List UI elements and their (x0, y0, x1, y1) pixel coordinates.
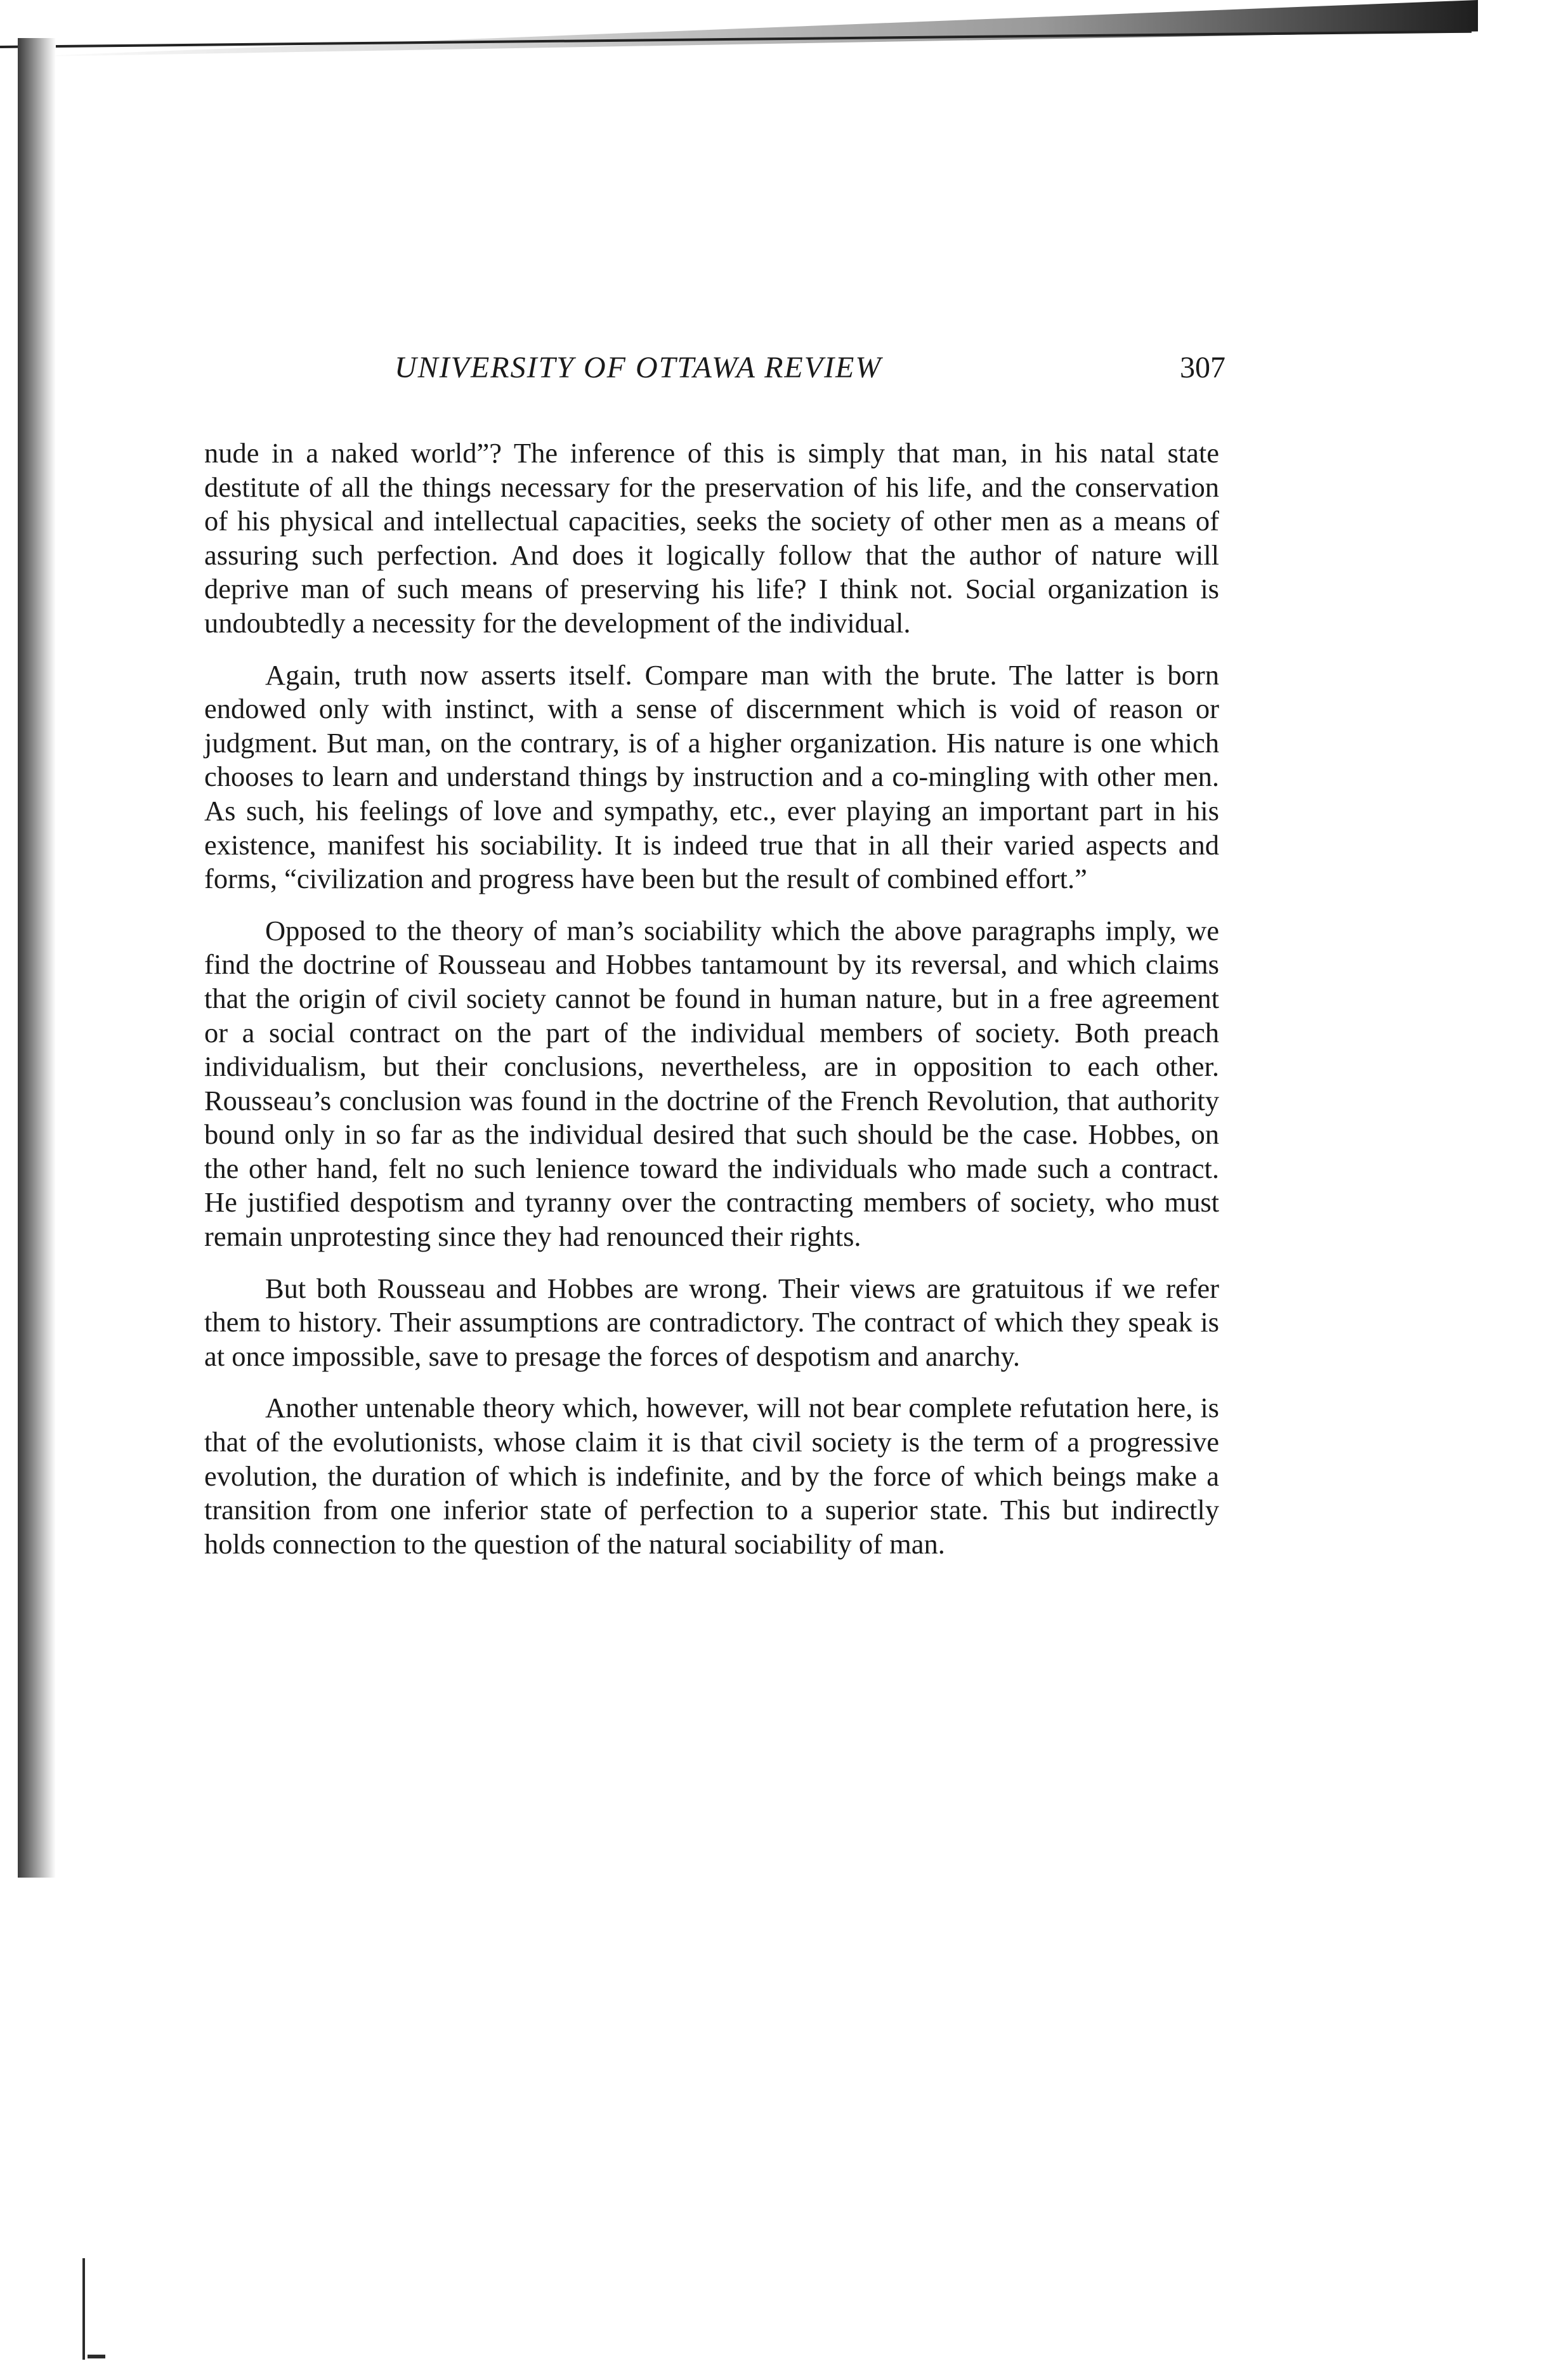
paragraph: Again, truth now asserts itself. Compare man with the brute. The latter is born endowed only with instinct, with a sense of discernment which is void of reason or judgment. But man, on the contrary, is of a higher organization. His nature is one which chooses to learn and understand things by instruction and a co-mingling with other men. As such, his feelings of love and sympathy, etc., ever playing an important part in his existence, manifest his sociability. It is indeed true that in all their varied aspects and forms, “civilization and progress have been but the result of combined effort.” (204, 658, 1219, 895)
paragraph-continued: nude in a naked world”? The inference of this is simply that man, in his natal state destitute of all the things necessary for the preservation of his life, and the conservation of his physical and intellectual capacities, seeks the society of other men as a means of assuring such perfection. And does it logically follow that the author of nature will deprive man of such means of preserving his life? I think not. Social organization is undoubtedly a necessity for the development of the individual. (204, 437, 1219, 639)
article-body (204, 436, 1219, 1561)
running-title: UNIVERSITY OF OTTAWA REVIEW (395, 351, 882, 384)
paragraph: Opposed to the theory of man’s sociability which the above paragraphs imply, we find the doctrine of Rousseau and Hobbes tantamount by its reversal, and which claims that the origin of civil society cannot be found in human nature, but in a free agreement or a social contract on the part of the individual members of society. Both preach individualism, but their conclusions, nevertheless, are in opposition to each other. Rousseau’s conclusion was found in the doctrine of the French Revolution, that authority bound only in so far as the individual desired that such should be the case. Hobbes, on the other hand, felt no such lenience toward the individuals who made such a contract. He justified despotism and tyranny over the contracting members of society, who must remain unprotesting since they had renounced their rights. (204, 914, 1219, 1253)
page-number: 307 (1180, 351, 1225, 384)
scan-left-margin-tick (88, 2355, 105, 2358)
scan-left-margin-line (82, 2258, 85, 2360)
paragraph: But both Rousseau and Hobbes are wrong. Their views are gratuitous if we refer them to history. Their assumptions are contradictory. The contract of which they speak is at once impossible, save to presage the forces of despotism and anarchy. (204, 1272, 1219, 1372)
scan-top-edge-shadow (6, 0, 1478, 57)
page-header (204, 350, 1225, 395)
paragraph: Another untenable theory which, however, will not bear complete refutation here, is that of the evolutionists, whose claim it is that civil society is the term of a progressive evolution, the duration of which is indefinite, and by the force of which beings make a transition from one inferior state of perfection to a superior state. This but indirectly holds connection to the question of the natural sociability of man. (204, 1392, 1219, 1560)
scan-left-edge-shadow (18, 38, 56, 1878)
